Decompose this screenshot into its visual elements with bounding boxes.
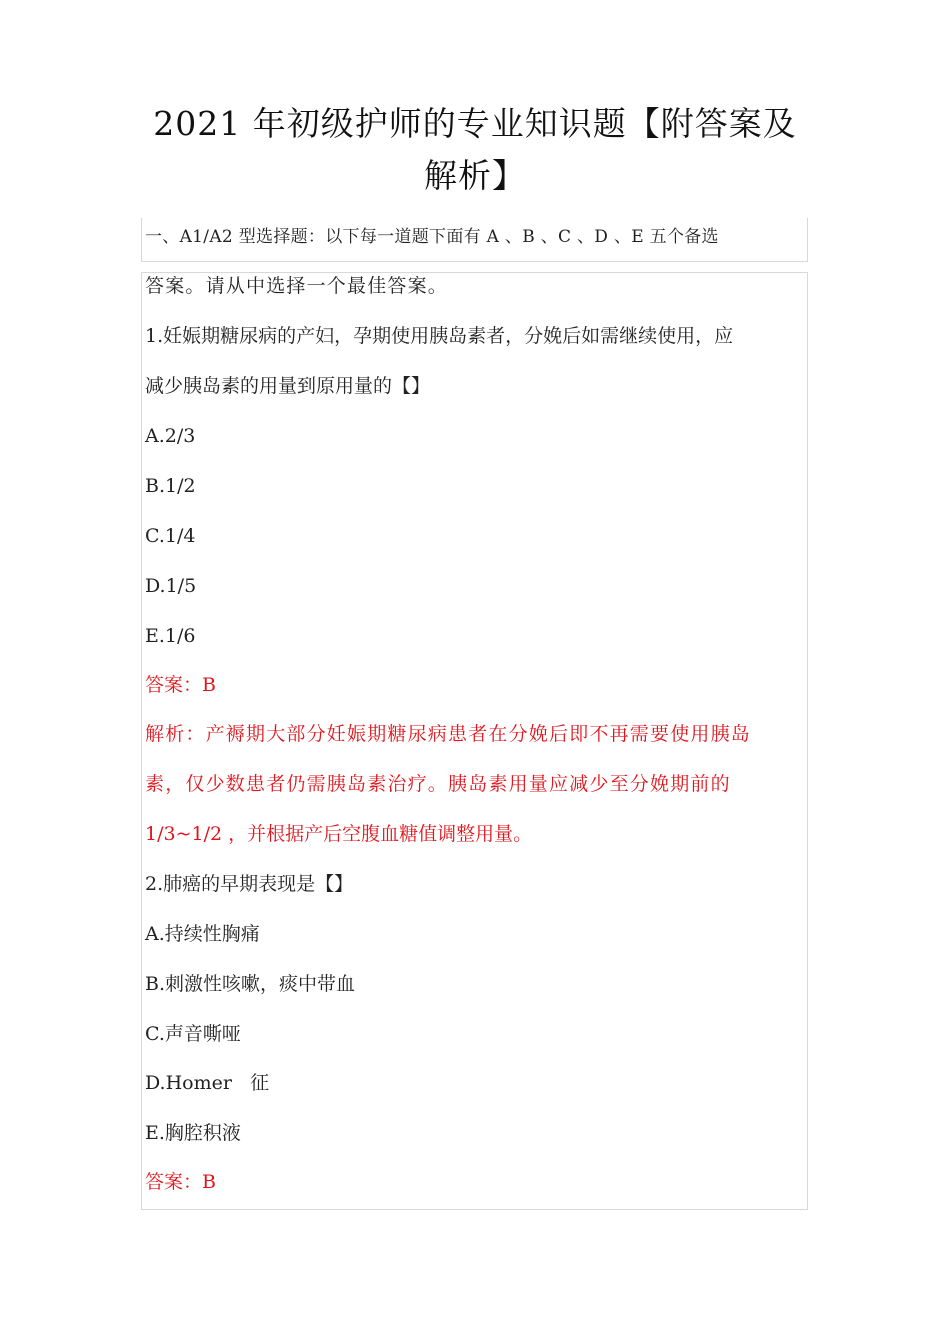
question-1-stem-line-1: 1.妊娠期糖尿病的产妇，孕期使用胰岛素者，分娩后如需继续使用，应 <box>145 325 734 347</box>
question-2-stem: 2.肺癌的早期表现是【】 <box>145 873 354 895</box>
title-line-2: 解析】 <box>424 156 526 195</box>
question-1-option-b: B.1/2 <box>145 475 196 497</box>
question-1-option-c: C.1/4 <box>145 525 196 547</box>
question-1-explanation-line-1: 解析：产褥期大部分妊娠期糖尿病患者在分娩后即不再需要使用胰岛 <box>145 723 752 745</box>
question-1-stem-line-2: 减少胰岛素的用量到原用量的【】 <box>145 375 431 397</box>
section-heading-line-2: 答案。请从中选择一个最佳答案。 <box>145 275 449 297</box>
question-1-explanation-line-2: 素，仅少数患者仍需胰岛素治疗。胰岛素用量应减少至分娩期前的 <box>145 773 731 795</box>
question-1-option-d: D.1/5 <box>145 575 197 597</box>
question-2-option-c: C.声音嘶哑 <box>145 1023 241 1045</box>
question-2-option-e: E.胸腔积液 <box>145 1122 241 1144</box>
question-1-option-a: A.2/3 <box>145 425 196 447</box>
question-1-option-e: E.1/6 <box>145 625 196 647</box>
question-2-option-d: D.Homer 征 <box>145 1072 270 1094</box>
question-2-answer: 答案：B <box>145 1171 216 1193</box>
question-1-explanation-line-3: 1/3~1/2 ，并根据产后空腹血糖值调整用量。 <box>145 823 533 845</box>
question-2-option-a: A.持续性胸痛 <box>145 923 260 945</box>
question-1-answer: 答案：B <box>145 674 216 696</box>
title-line-1: 2021 年初级护师的专业知识题【附答案及 <box>153 104 797 143</box>
question-2-option-b: B.刺激性咳嗽，痰中带血 <box>145 973 356 995</box>
document-title <box>110 98 840 202</box>
section-heading-line-1: 一、A1/A2 型选择题：以下每一道题下面有 A 、B 、C 、D 、E 五个备选 <box>145 227 719 247</box>
